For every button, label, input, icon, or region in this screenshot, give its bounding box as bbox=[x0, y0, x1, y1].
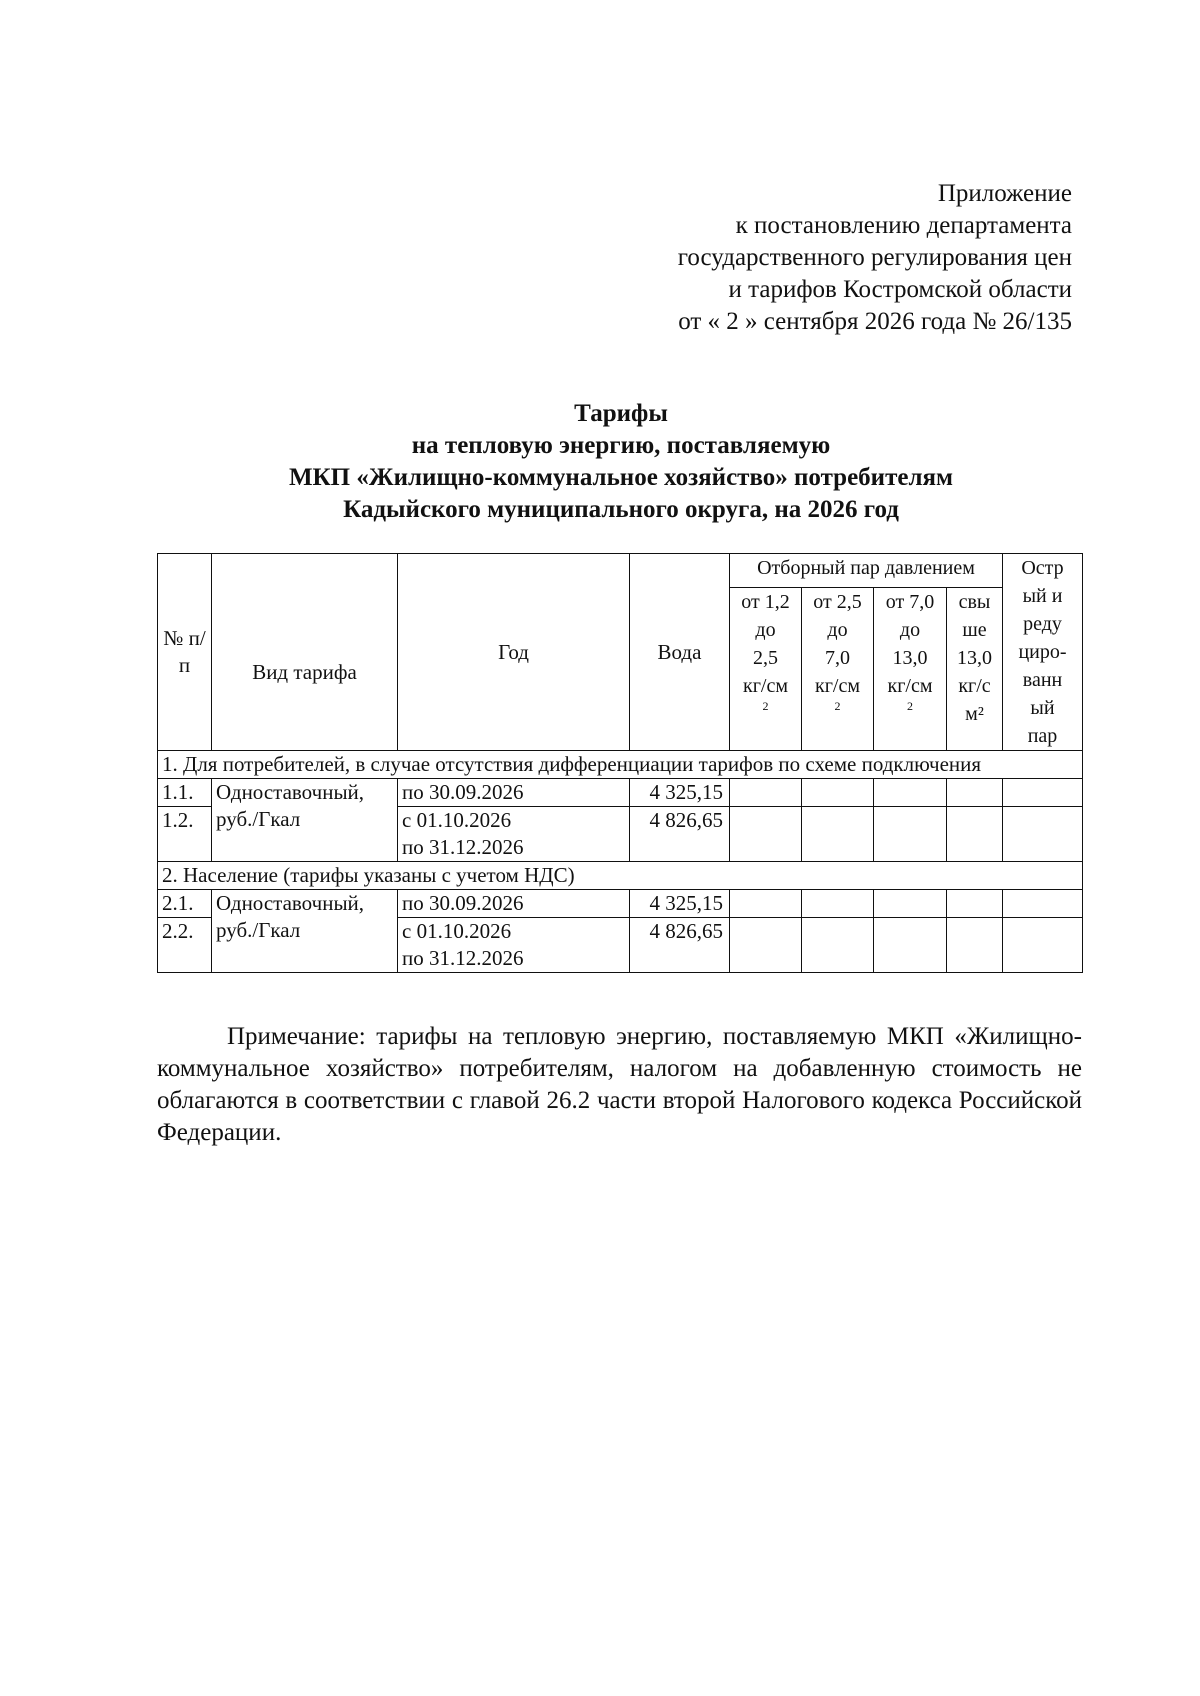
row-period: по 30.09.2026 bbox=[398, 890, 630, 918]
title-line: Кадыйского муниципального округа, на 2026 год bbox=[343, 496, 899, 523]
row-water-value: 4 325,15 bbox=[630, 779, 730, 807]
section-row bbox=[158, 862, 1083, 890]
empty-cell bbox=[874, 807, 947, 862]
empty-cell bbox=[947, 779, 1003, 807]
empty-cell bbox=[947, 807, 1003, 862]
header-steam-group: Отборный пар давлением bbox=[730, 554, 1003, 588]
header-steam-4: свы ше 13,0 кг/с м² bbox=[947, 587, 1003, 750]
title-line: МКП «Жилищно-коммунальное хозяйство» потребителям bbox=[288, 464, 954, 491]
empty-cell bbox=[802, 807, 874, 862]
empty-cell bbox=[730, 807, 802, 862]
empty-cell bbox=[1003, 807, 1083, 862]
empty-cell bbox=[730, 779, 802, 807]
empty-cell bbox=[802, 779, 874, 807]
appendix-line: от « 2 » сентября 2026 года № 26/135 bbox=[678, 308, 1072, 335]
row-num: 2.1. bbox=[158, 890, 212, 918]
header-steam-3: от 7,0 до 13,0 кг/см 2 bbox=[874, 587, 947, 750]
table-row bbox=[158, 890, 1083, 918]
header-row-top bbox=[158, 554, 1083, 588]
header-year: Год bbox=[398, 554, 630, 751]
appendix-line: Приложение bbox=[937, 180, 1072, 207]
empty-cell bbox=[874, 918, 947, 973]
empty-cell bbox=[802, 918, 874, 973]
row-num: 2.2. bbox=[158, 918, 212, 973]
row-water-value: 4 325,15 bbox=[630, 890, 730, 918]
row-period: с 01.10.2026 по 31.12.2026 bbox=[398, 918, 630, 973]
section-title-2: 2. Население (тарифы указаны с учетом НДС) bbox=[158, 862, 1083, 890]
header-steam-1: от 1,2 до 2,5 кг/см 2 bbox=[730, 587, 802, 750]
row-period: с 01.10.2026 по 31.12.2026 bbox=[398, 807, 630, 862]
header-num: № п/п bbox=[158, 554, 212, 751]
section-title-1: 1. Для потребителей, в случае отсутствия дифференциации тарифов по схеме подключения bbox=[158, 751, 1083, 779]
row-num: 1.1. bbox=[158, 779, 212, 807]
empty-cell bbox=[1003, 890, 1083, 918]
empty-cell bbox=[1003, 779, 1083, 807]
appendix-line: и тарифов Костромской области bbox=[728, 276, 1072, 303]
empty-cell bbox=[947, 890, 1003, 918]
header-type: Вид тарифа bbox=[212, 554, 398, 751]
appendix-block bbox=[678, 178, 1072, 338]
row-num: 1.2. bbox=[158, 807, 212, 862]
empty-cell bbox=[802, 890, 874, 918]
table-row bbox=[158, 779, 1083, 807]
header-water: Вода bbox=[630, 554, 730, 751]
row-water-value: 4 826,65 bbox=[630, 918, 730, 973]
row-period: по 30.09.2026 bbox=[398, 779, 630, 807]
empty-cell bbox=[730, 890, 802, 918]
title-line: Тарифы bbox=[574, 400, 668, 427]
empty-cell bbox=[947, 918, 1003, 973]
appendix-line: к постановлению департамента bbox=[735, 212, 1072, 239]
tariffs-table bbox=[157, 553, 1083, 973]
empty-cell bbox=[730, 918, 802, 973]
header-steam-2: от 2,5 до 7,0 кг/см 2 bbox=[802, 587, 874, 750]
header-sharp-steam: Остр ый и реду циро- ванн ый пар bbox=[1003, 554, 1083, 751]
note-paragraph bbox=[157, 1021, 1082, 1149]
row-water-value: 4 826,65 bbox=[630, 807, 730, 862]
section-row bbox=[158, 751, 1083, 779]
note-text: Примечание: тарифы на тепловую энергию, поставляемую МКП «Жилищно-коммунальное хозяйство» потребителям, налогом на добавленную стоимость не облагаются в соответствии с главой 26.2 части второй Налогового кодекса Российской Федерации. bbox=[157, 1023, 1082, 1146]
title-line: на тепловую энергию, поставляемую bbox=[411, 432, 831, 459]
empty-cell bbox=[874, 890, 947, 918]
appendix-line: государственного регулирования цен bbox=[677, 244, 1072, 271]
document-title bbox=[160, 398, 1082, 526]
empty-cell bbox=[874, 779, 947, 807]
row-tariff-type: Одноставочный, руб./Гкал bbox=[212, 779, 398, 862]
empty-cell bbox=[1003, 918, 1083, 973]
row-tariff-type: Одноставочный, руб./Гкал bbox=[212, 890, 398, 973]
